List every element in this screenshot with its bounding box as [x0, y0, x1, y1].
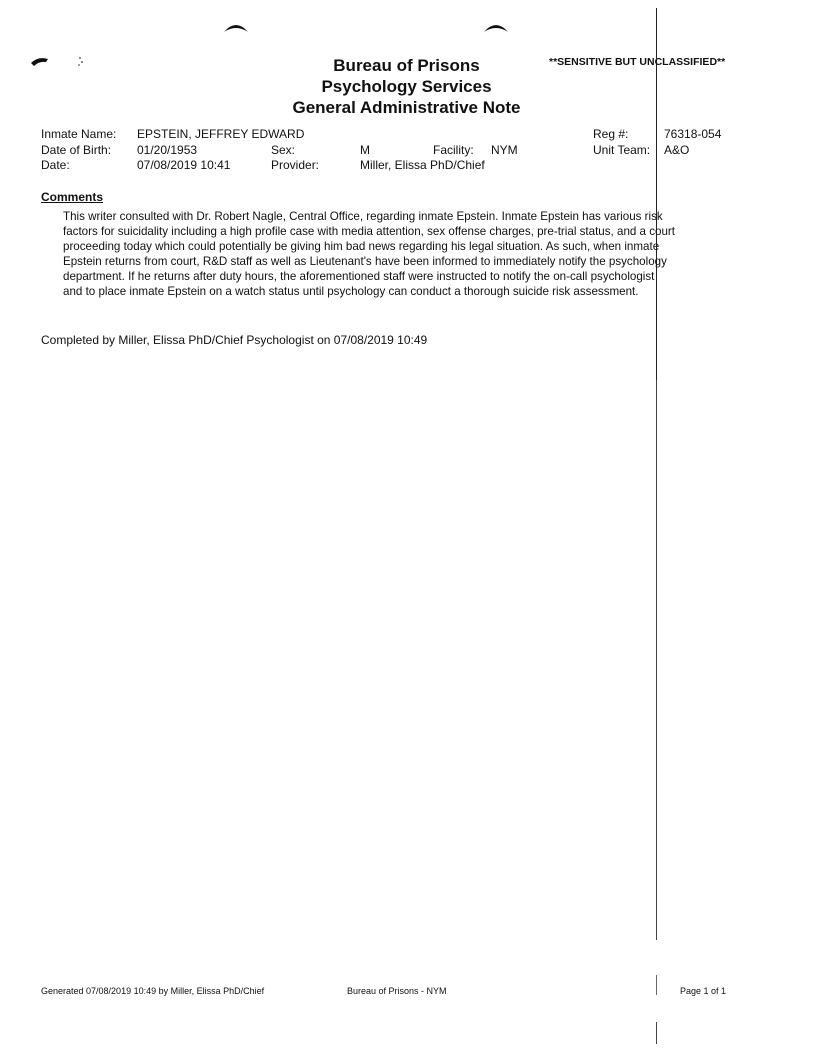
reg-value: 76318-054 — [664, 127, 722, 141]
scan-artifact-mark — [222, 20, 250, 34]
comment-line: proceeding today which could potentially be giving him bad news regarding his legal situation. As such, when inmate — [63, 240, 660, 253]
note-type-title: General Administrative Note — [292, 98, 521, 117]
sex-value: M — [360, 143, 370, 157]
page-title: Bureau of Prisons — [333, 56, 480, 75]
date-value: 07/08/2019 10:41 — [137, 158, 231, 172]
footer-agency: Bureau of Prisons - NYM — [347, 986, 447, 996]
comment-line: and to place inmate Epstein on a watch status until psychology can conduct a thorough suicide risk assessment. — [63, 285, 639, 298]
comment-line: This writer consulted with Dr. Robert Nagle, Central Office, regarding inmate Epstein. Inmate Epstein has various risk — [63, 210, 663, 223]
dob-value: 01/20/1953 — [137, 143, 198, 157]
unit-team-label: Unit Team: — [593, 143, 651, 157]
inmate-name-label: Inmate Name: — [41, 127, 117, 141]
provider-label: Provider: — [271, 158, 320, 172]
comments-heading: Comments — [41, 190, 104, 204]
sex-label: Sex: — [271, 143, 296, 157]
classification-banner: **SENSITIVE BUT UNCLASSIFIED** — [549, 56, 726, 68]
dob-label: Date of Birth: — [41, 143, 112, 157]
facility-label: Facility: — [433, 143, 474, 157]
inmate-name-value: EPSTEIN, JEFFREY EDWARD — [137, 127, 305, 141]
unit-team-value: A&O — [664, 143, 690, 157]
scan-artifact-mark — [482, 20, 510, 34]
generated-by: Generated 07/08/2019 10:49 by Miller, Elissa PhD/Chief — [41, 986, 265, 996]
reg-label: Reg #: — [593, 127, 629, 141]
scan-vertical-line — [656, 380, 657, 940]
comment-line: factors for suicidality including a high profile case with media attention, sex offense charges, pre-trial status, and a court — [63, 225, 676, 238]
scan-vertical-line — [656, 1022, 657, 1044]
facility-value: NYM — [491, 143, 518, 157]
page-subtitle: Psychology Services — [321, 77, 492, 96]
comments-body — [63, 209, 763, 299]
scan-vertical-line — [656, 975, 657, 995]
comment-line: department. If he returns after duty hours, the aforementioned staff were instructed to notify the on-call psychologist — [63, 270, 655, 283]
comment-line: Epstein returns from court, R&D staff as well as Lieutenant's have been informed to immediately notify the psychology — [63, 255, 667, 268]
page-number: Page 1 of 1 — [680, 986, 727, 996]
provider-value: Miller, Elissa PhD/Chief — [360, 158, 485, 172]
date-label: Date: — [41, 158, 70, 172]
completed-by: Completed by Miller, Elissa PhD/Chief Psychologist on 07/08/2019 10:49 — [41, 333, 428, 347]
